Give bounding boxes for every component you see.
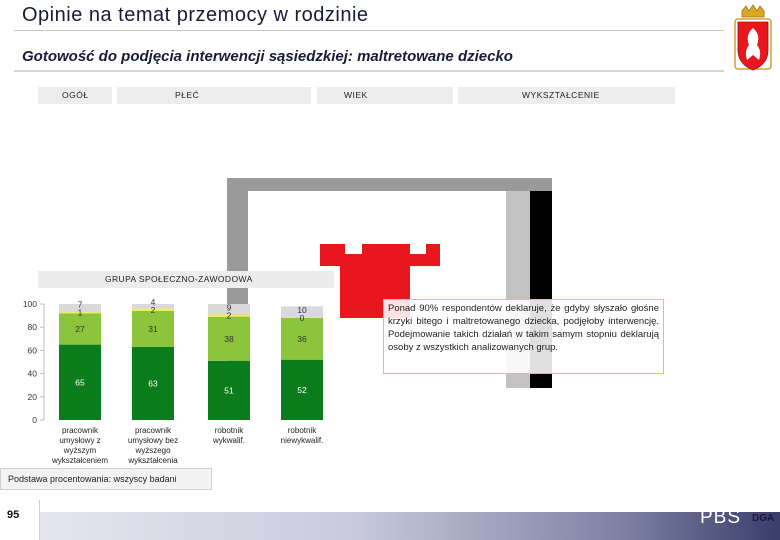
segment-label: GRUPA SPOŁECZNO-ZAWODOWA	[38, 271, 334, 288]
category-label: niewykwalif.	[280, 436, 324, 445]
bar-value-label: 2	[150, 304, 156, 315]
percentage-basis: Podstawa procentowania: wszyscy badani	[0, 468, 212, 490]
y-tick-label: 60	[27, 345, 37, 356]
bar-value-label: 36	[297, 333, 307, 344]
bar-value-label: 27	[75, 323, 85, 334]
bar-value-label: 38	[224, 333, 234, 344]
page-number: 95	[7, 509, 20, 521]
category-label: umysłowy z	[59, 436, 101, 445]
page-title: Opinie na temat przemocy w rodzinie	[22, 4, 369, 26]
header-col-ogol: OGÓŁ	[38, 87, 112, 104]
bar-value-label: 9	[226, 302, 232, 313]
bar-value-label: 7	[77, 299, 83, 310]
bar-value-label: 10	[297, 304, 307, 315]
bar-value-label: 51	[224, 385, 234, 396]
header-col-wyksztalcenie: WYKSZTAŁCENIE	[458, 87, 675, 104]
commentary-note: Ponad 90% respondentów deklaruje, że gdyby słyszało głośne krzyki bitego i maltretowanego dziecka, podjęłoby interwencję. Podejmowanie takich działań w takim samym stopniu deklarują osoby z wszystkich analizowanych grup.	[383, 299, 664, 374]
page-number-box	[0, 500, 40, 540]
pbs-logo: PBS	[700, 507, 742, 528]
category-label: wyższym	[63, 446, 97, 455]
y-tick-label: 0	[32, 415, 37, 425]
bar-value-label: 52	[297, 384, 307, 395]
bar-value-label: 4	[150, 296, 156, 307]
footer-bar	[0, 512, 780, 540]
category-label: robotnik	[214, 426, 244, 435]
category-label: robotnik	[287, 426, 317, 435]
category-label: wykwalif.	[212, 436, 246, 445]
y-tick-label: 40	[27, 368, 37, 379]
bar-value-label: 31	[148, 323, 158, 334]
y-tick-label: 100	[22, 299, 37, 309]
category-label: wykształceniem	[51, 456, 109, 465]
y-tick-label: 80	[27, 322, 37, 333]
bar-value-label: 65	[75, 377, 85, 388]
category-label: umysłowy bez	[127, 436, 179, 445]
page-subtitle: Gotowość do podjęcia interwencji sąsiedzkiej: maltretowane dziecko	[22, 48, 513, 65]
category-label: pracownik	[61, 426, 99, 435]
header-col-plec: PŁEĆ	[117, 87, 311, 104]
category-label: wyższego	[135, 446, 171, 455]
bar-value-label: 0	[299, 312, 305, 323]
category-label: wykształcenia	[128, 456, 178, 465]
bar-value-label: 1	[77, 307, 83, 318]
bar-value-label: 2	[226, 310, 232, 321]
header-col-wiek: WIEK	[317, 87, 453, 104]
dga-logo: DGA	[752, 513, 775, 524]
bar-value-label: 63	[148, 378, 158, 389]
category-label: pracownik	[134, 426, 172, 435]
y-tick-label: 20	[27, 391, 37, 402]
